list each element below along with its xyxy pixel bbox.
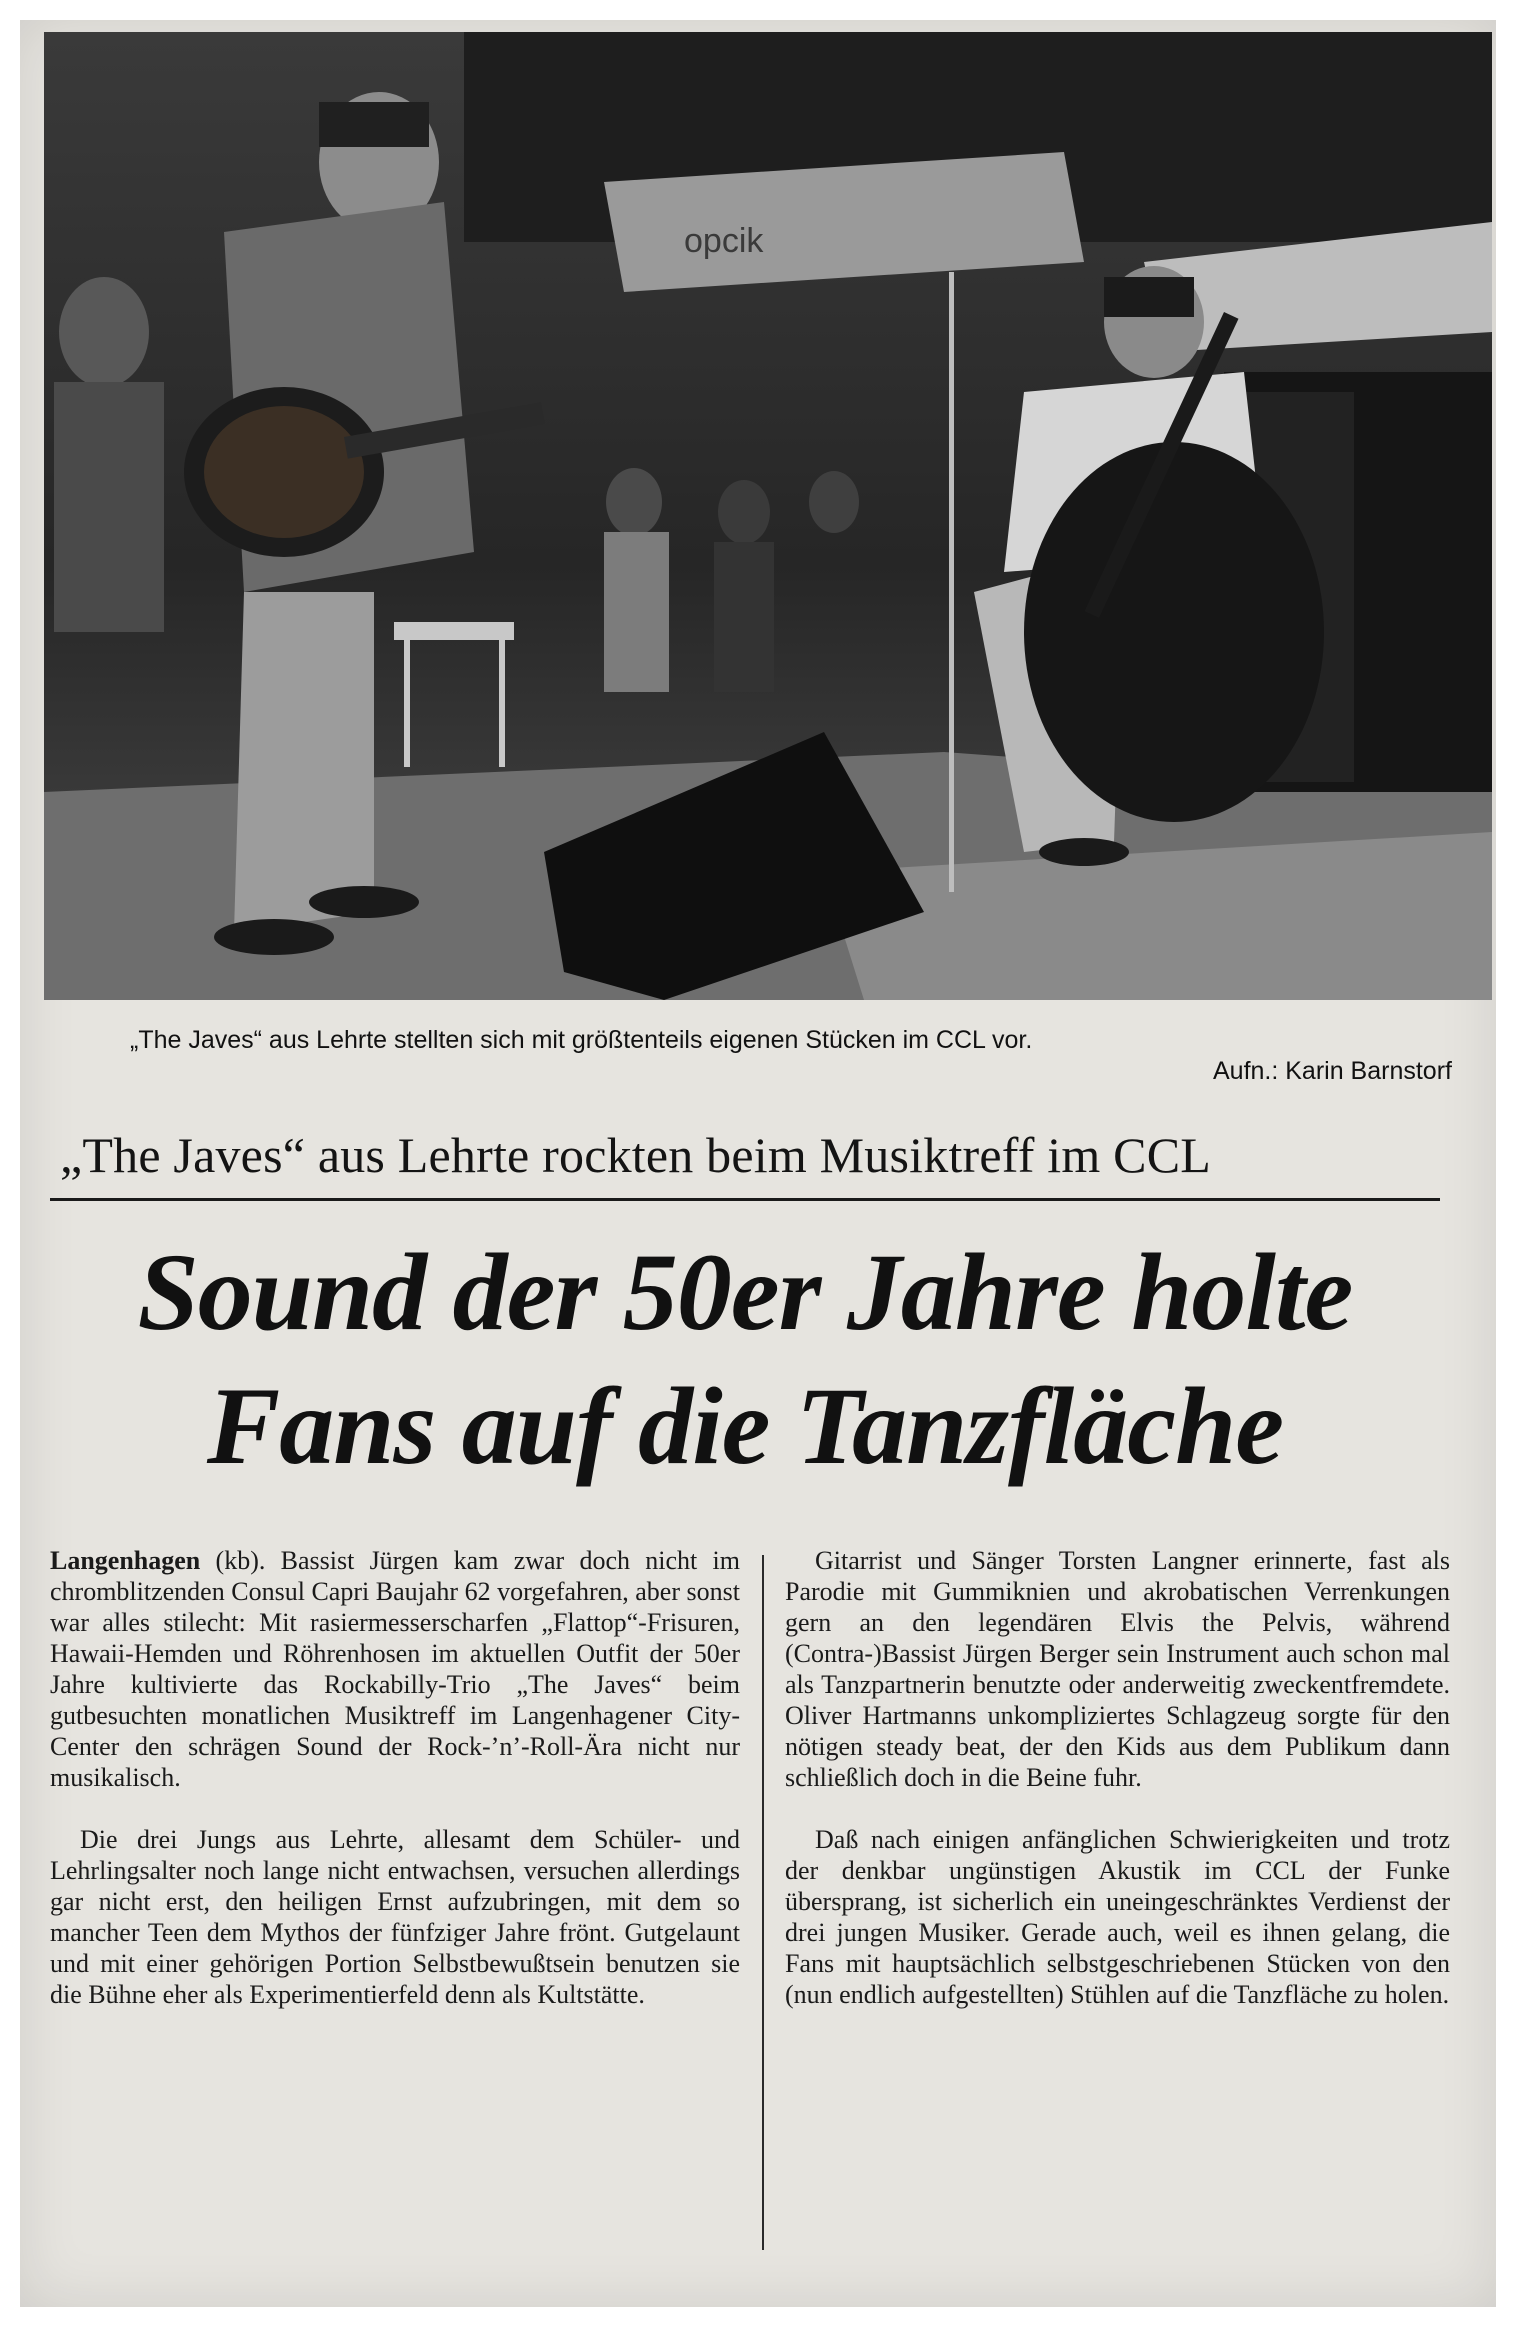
band-photo [44,32,1492,1000]
article-column-left [50,1545,740,2010]
article-paragraph-text: (kb). Bassist Jürgen kam zwar doch nicht im chromblitzenden Consul Capri Baujahr 62 vorgefahren, aber sonst war alles stilecht: Mit rasiermesserscharfen „Flattop“-Frisuren, Hawaii-Hemden und Röhrenhosen im aktuellen Outfit der 50er Jahre kultivierte das Rockabilly-Trio „The Javes“ beim gutbesuchten monatlichen Musiktreff im Langenhagener City-Center den schrägen Sound der Rock-’n’-Roll-Ära nicht nur musikalisch. [50,1546,740,1792]
article-body [50,1545,1450,2275]
newspaper-clipping [20,20,1496,2307]
article-column-right [785,1545,1450,2010]
headline-line-2: Fans auf die Tanzfläche [206,1365,1284,1487]
photo-caption [130,1025,1470,1087]
article-paragraph: Daß nach einigen anfänglichen Schwierigkeiten und trotz der denkbar ungünstigen Akustik im CCL der Funke übersprang, ist sicherlich ein uneingeschränktes Verdienst der drei jungen Musiker. Gerade auch, weil es ihnen gelang, die Fans mit hauptsächlich selbstgeschriebenen Stücken von den (nun endlich aufgestellten) Stühlen auf die Tanzfläche zu holen. [785,1825,1450,2009]
photo-credit: Aufn.: Karin Barnstorf [1212,1057,1452,1085]
dateline: Langenhagen [50,1546,201,1575]
article-paragraph: Gitarrist und Sänger Torsten Langner erinnerte, fast als Parodie mit Gummiknien und akrobatischen Verrenkungen gern an den legendären Elvis the Pelvis, während (Contra-)Bassist Jürgen Berger sein Instrument auch schon mal als Tanzpartnerin benutzte oder anderweitig zweckentfremdete. Oliver Hartmanns unkompliziertes Schlagzeug sorgte für den nötigen steady beat, der den Kids aus dem Publikum dann schließlich doch in die Beine fuhr. [785,1546,1450,1792]
headline-rule [50,1198,1440,1201]
headline-line-1: Sound der 50er Jahre holte [137,1231,1353,1353]
caption-text: „The Javes“ aus Lehrte stellten sich mit größtenteils eigenen Stücken im CCL vor. [130,1026,1033,1054]
main-headline [50,1225,1440,1493]
article-paragraph [50,1545,740,1793]
column-divider [762,1555,764,2250]
sign-text: opcik [684,222,764,260]
band-photo-image [44,32,1492,1000]
kicker-headline: „The Javes“ aus Lehrte rockten beim Musiktreff im CCL [60,1127,1212,1183]
article-paragraph: Die drei Jungs aus Lehrte, allesamt dem Schüler- und Lehrlingsalter noch lange nicht entwachsen, versuchen allerdings gar nicht erst, den heiligen Ernst aufzubringen, mit dem so mancher Teen dem Mythos der fünfziger Jahre frönt. Gutgelaunt und mit einer gehörigen Portion Selbstbewußtsein benutzen sie die Bühne eher als Experimentierfeld denn als Kultstätte. [50,1825,740,2009]
